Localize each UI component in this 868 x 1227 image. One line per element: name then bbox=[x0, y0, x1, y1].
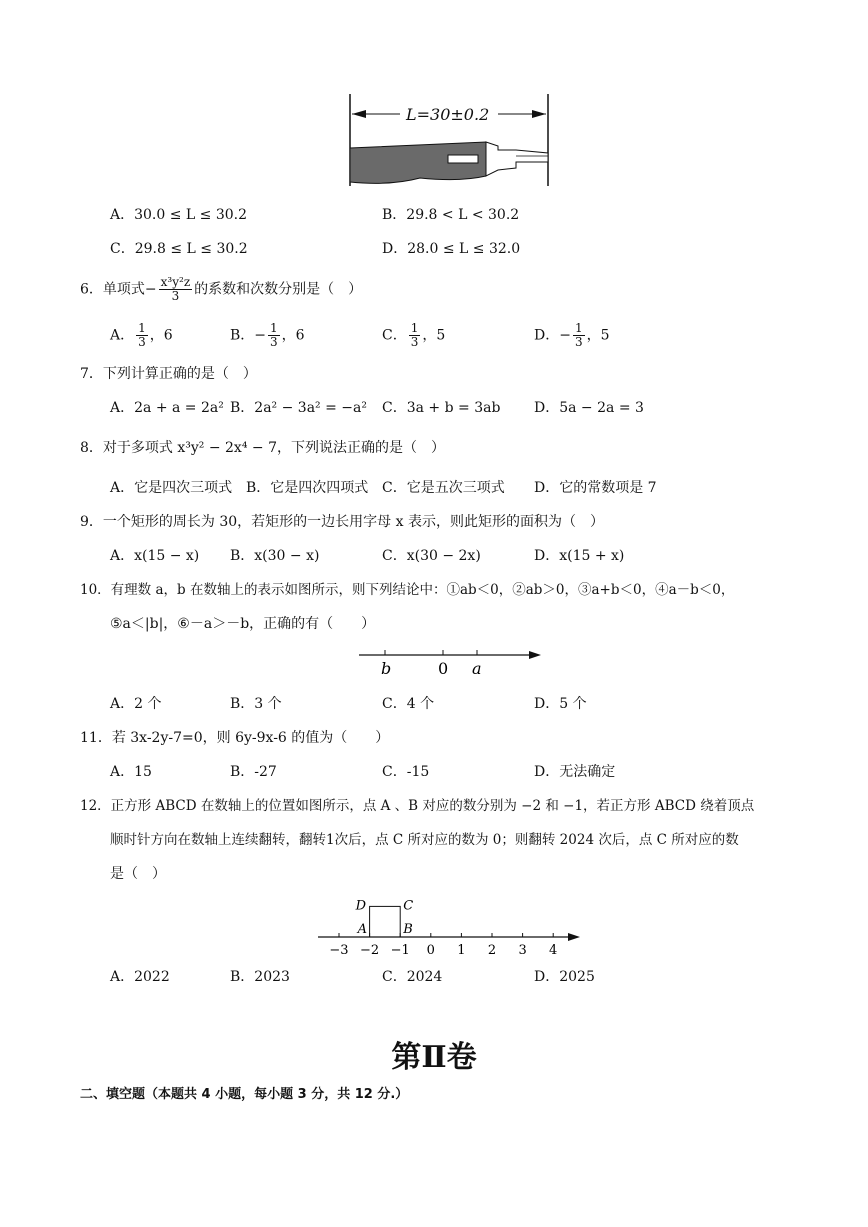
q11-option-c[interactable]: C．-15 bbox=[382, 764, 430, 780]
q12-vertex-label: A bbox=[357, 922, 367, 937]
q5-option-d[interactable]: D．28.0 ≤ L ≤ 32.0 bbox=[382, 241, 521, 257]
q12-tick-label: 3 bbox=[518, 943, 527, 958]
q12-vertex-label: C bbox=[403, 898, 414, 914]
q12-stem-line3: 是（ ） bbox=[110, 866, 166, 882]
q8-option-a[interactable]: A．它是四次三项式 bbox=[110, 480, 233, 496]
q12-square-figure bbox=[314, 890, 584, 958]
q12-option-c[interactable]: C．2024 bbox=[382, 969, 443, 985]
q7-option-a[interactable]: A．2a + a = 2a² bbox=[110, 400, 224, 416]
section-title: 第Ⅱ卷 bbox=[391, 1040, 477, 1075]
q12-axis-arrow bbox=[568, 933, 580, 941]
q11-option-b[interactable]: B．-27 bbox=[230, 764, 277, 780]
q10-option-a[interactable]: A．2 个 bbox=[110, 696, 162, 712]
q10-number-line bbox=[355, 644, 550, 682]
q8-option-b[interactable]: B．它是四次四项式 bbox=[246, 480, 369, 496]
q7-option-c[interactable]: C．3a + b = 3ab bbox=[382, 400, 501, 416]
q12-tick-label: 0 bbox=[426, 943, 435, 958]
q12-square bbox=[370, 906, 401, 937]
q6-suffix: 的系数和次数分别是（ ） bbox=[194, 281, 363, 298]
q12-tick-label: −2 bbox=[360, 943, 380, 958]
q9-stem: 9．一个矩形的周长为 30，若矩形的一边长用字母 x 表示，则此矩形的面积为（ ） bbox=[80, 514, 604, 530]
q10-option-b[interactable]: B．3 个 bbox=[230, 696, 282, 712]
q6-option-d[interactable]: D．− $\frac{1}{3}$ ，5 bbox=[534, 321, 610, 349]
q5-option-a[interactable]: A．30.0 ≤ L ≤ 30.2 bbox=[110, 207, 248, 223]
q12-stem-line2: 顺时针方向在数轴上连续翻转，翻转1次后，点 C 所对应的数为 0；则翻转 2024 次后，点 C 所对应的数 bbox=[110, 832, 739, 848]
q9-option-c[interactable]: C．x(30 − 2x) bbox=[382, 548, 481, 564]
q10-label-a: a bbox=[472, 659, 482, 678]
q12-tick-label: −1 bbox=[390, 943, 410, 958]
q8-option-d[interactable]: D．它的常数项是 7 bbox=[534, 480, 657, 496]
q11-option-a[interactable]: A．15 bbox=[110, 764, 152, 780]
q12-vertex-label: D bbox=[355, 898, 367, 914]
q6-option-c[interactable]: C． $\frac{1}{3}$ ，5 bbox=[382, 321, 446, 349]
q10-stem-line2: ⑤a＜|b|，⑥－a＞－b，正确的有（ ） bbox=[110, 616, 376, 632]
q9-option-b[interactable]: B．x(30 − x) bbox=[230, 548, 320, 564]
ruler-figure bbox=[340, 90, 555, 190]
q10-option-d[interactable]: D．5 个 bbox=[534, 696, 587, 712]
q6-fraction: $\frac{\text{x³y²z}}{3}$ bbox=[160, 275, 191, 303]
q12-vertex-label: B bbox=[403, 922, 413, 937]
q12-tick-label: 4 bbox=[549, 943, 558, 958]
q12-tick-label: −3 bbox=[329, 943, 349, 958]
q12-stem-line1: 12．正方形 ABCD 在数轴上的位置如图所示，点 A 、B 对应的数分别为 −2 和 −1，若正方形 ABCD 绕着顶点 bbox=[80, 798, 755, 814]
q12-option-a[interactable]: A．2022 bbox=[110, 969, 170, 985]
q12-option-d[interactable]: D．2025 bbox=[534, 969, 595, 985]
q10-option-c[interactable]: C．4 个 bbox=[382, 696, 435, 712]
q10-stem-line1: 10．有理数 a，b 在数轴上的表示如图所示，则下列结论中：①ab＜0，②ab＞0，③a+b＜0，④a－b＜0， bbox=[80, 582, 735, 598]
q6-option-b[interactable]: B．− $\frac{1}{3}$ ，6 bbox=[230, 321, 305, 349]
q5-option-c[interactable]: C．29.8 ≤ L ≤ 30.2 bbox=[110, 241, 248, 257]
q12-tick-label: 2 bbox=[487, 943, 497, 958]
q9-option-a[interactable]: A．x(15 − x) bbox=[110, 548, 200, 564]
q7-option-b[interactable]: B．2a² − 3a² = −a² bbox=[230, 400, 367, 416]
q11-stem: 11．若 3x-2y-7=0，则 6y-9x-6 的值为（ ） bbox=[80, 730, 390, 746]
ruler-label: L=30±0.2 bbox=[406, 105, 490, 124]
q10-label-b: b bbox=[381, 659, 392, 678]
q7-option-d[interactable]: D．5a − 2a = 3 bbox=[534, 400, 644, 416]
q8-option-c[interactable]: C．它是五次三项式 bbox=[382, 480, 505, 496]
q7-stem: 7．下列计算正确的是（ ） bbox=[80, 366, 257, 382]
q12-option-b[interactable]: B．2023 bbox=[230, 969, 290, 985]
q8-stem: 8．对于多项式 x³y² − 2x⁴ − 7，下列说法正确的是（ ） bbox=[80, 440, 445, 456]
q11-option-d[interactable]: D．无法确定 bbox=[534, 764, 616, 780]
q12-tick-label: 1 bbox=[457, 943, 466, 958]
section-subtitle: 二、填空题（本题共 4 小题，每小题 3 分，共 12 分.） bbox=[80, 1087, 409, 1102]
q9-option-d[interactable]: D．x(15 + x) bbox=[534, 548, 625, 564]
q6-stem: 6．单项式− $\frac{\text{x³y²z}}{3}$ 的系数和次数分别是（ ） bbox=[80, 275, 363, 303]
q10-label-zero: 0 bbox=[438, 659, 449, 678]
q5-option-b[interactable]: B．29.8 < L < 30.2 bbox=[382, 207, 520, 223]
q6-option-a[interactable]: A． $\frac{1}{3}$ ，6 bbox=[110, 321, 173, 349]
q6-prefix: 6．单项式 bbox=[80, 281, 145, 298]
